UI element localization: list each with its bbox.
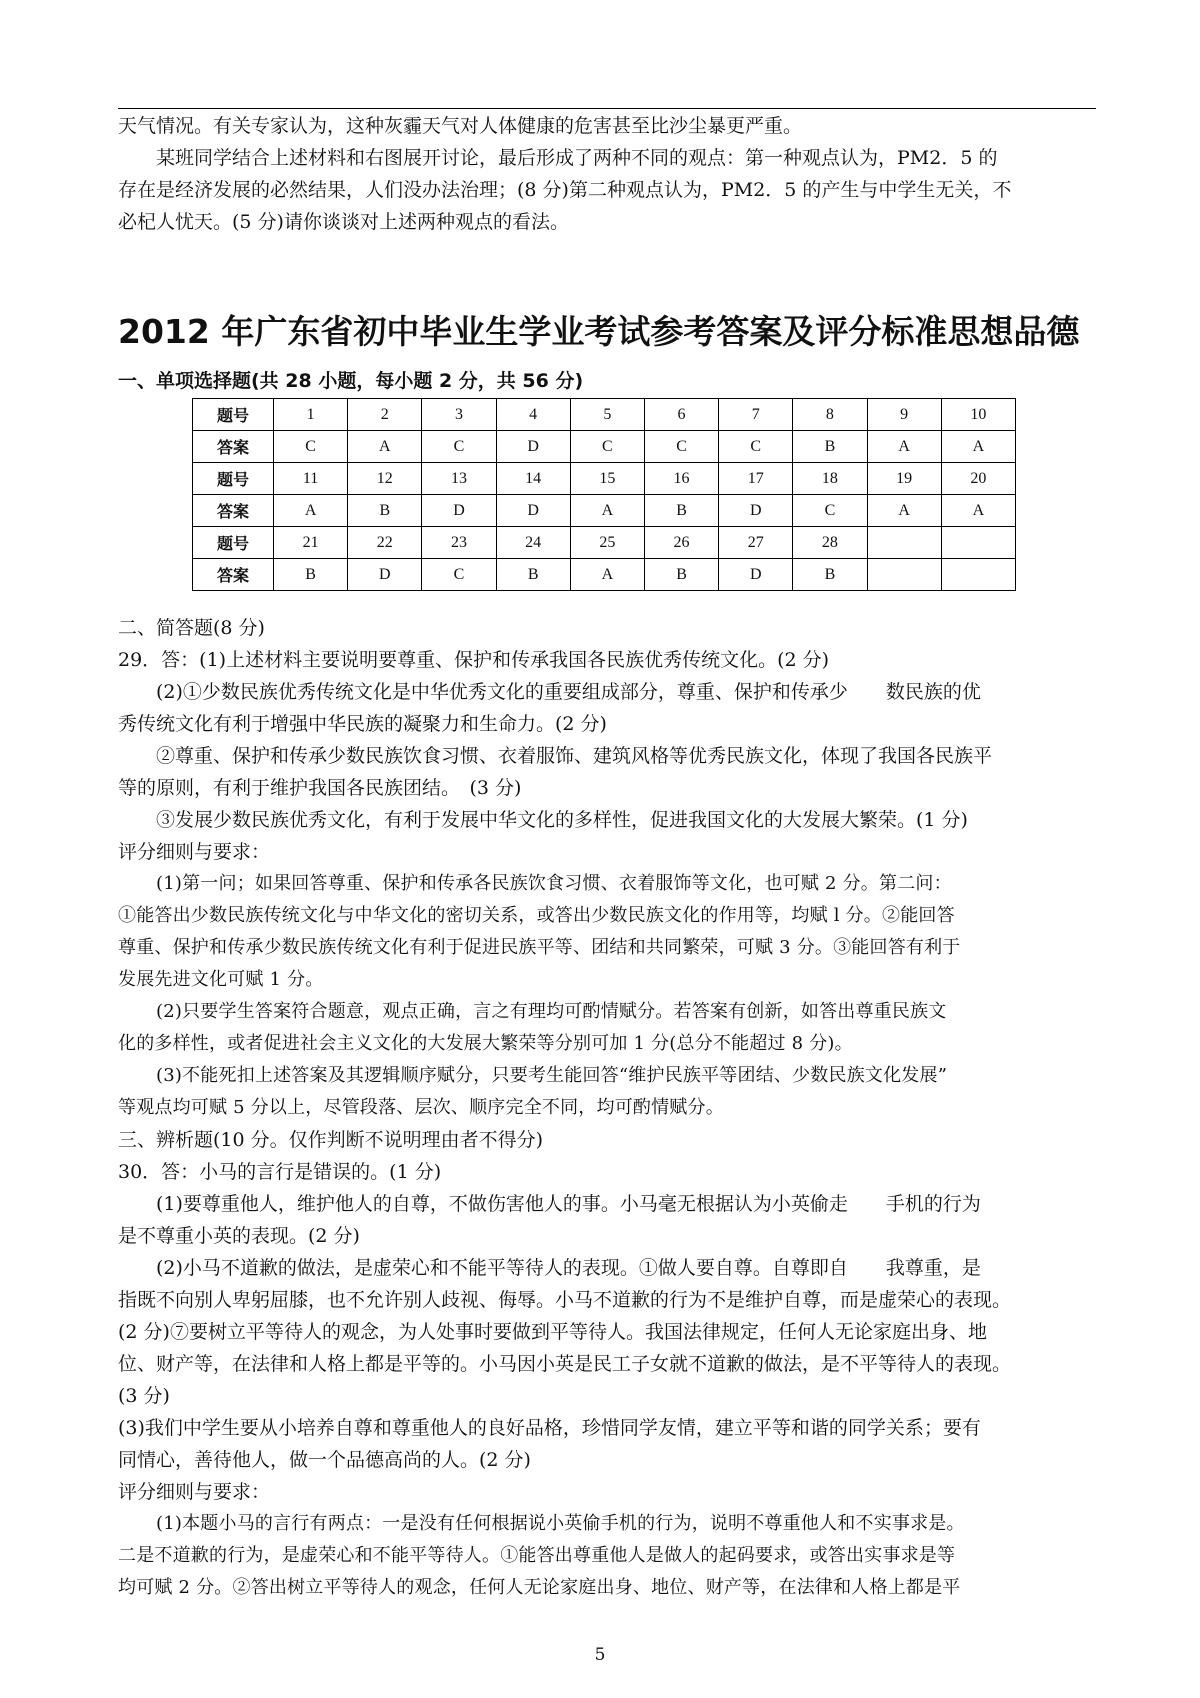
table-cell: 6 (644, 399, 718, 431)
answer-body (118, 612, 1094, 1604)
text-line: 30．答：小马的言行是错误的。(1 分) (118, 1161, 442, 1183)
text-line: 尊重、保护和传承少数民族传统文化有利于促进民族平等、团结和共同繁荣，可赋 3 分。③能回答有利于 (118, 937, 961, 958)
table-cell: B (793, 559, 867, 591)
table-cell: B (644, 495, 718, 527)
text-line: 评分细则与要求： (118, 841, 271, 863)
table-cell: D (719, 559, 793, 591)
table-cell: 21 (274, 527, 348, 559)
table-cell: A (941, 431, 1015, 463)
table-cell: 5 (570, 399, 644, 431)
text-line: 均可赋 2 分。②答出树立平等待人的观念，任何人无论家庭出身、地位、财产等，在法律和人格上都是平 (118, 1577, 961, 1598)
page-number: 5 (594, 1645, 606, 1665)
table-cell: 25 (570, 527, 644, 559)
table-cell: 2 (348, 399, 422, 431)
table-cell: B (496, 559, 570, 591)
table-row (193, 527, 1016, 559)
text-line: 是不尊重小英的表现。(2 分) (118, 1225, 360, 1247)
table-cell: 8 (793, 399, 867, 431)
table-cell: 15 (570, 463, 644, 495)
text-line: 发展先进文化可赋 1 分。 (118, 969, 324, 990)
table-cell: B (644, 559, 718, 591)
table-row (193, 431, 1016, 463)
table-cell: C (570, 431, 644, 463)
table-cell: C (422, 559, 496, 591)
table-cell: D (719, 495, 793, 527)
text-line: 评分细则与要求： (118, 1481, 271, 1503)
text-line: ③发展少数民族优秀文化，有利于发展中华文化的多样性，促进我国文化的大发展大繁荣。(1 分) (156, 809, 968, 831)
table-cell: 12 (348, 463, 422, 495)
table-cell: 22 (348, 527, 422, 559)
table-cell: A (348, 431, 422, 463)
text-line: 同情心，善待他人，做一个品德高尚的人。(2 分) (118, 1449, 531, 1471)
text-line: (2)小马不道歉的做法，是虚荣心和不能平等待人的表现。①做人要自尊。自尊即自 我尊重，是 (156, 1257, 981, 1279)
text-line: ②尊重、保护和传承少数民族饮食习惯、衣着服饰、建筑风格等优秀民族文化，体现了我国各民族平 (156, 745, 993, 767)
table-cell (867, 559, 941, 591)
table-cell: 27 (719, 527, 793, 559)
table-cell: 10 (941, 399, 1015, 431)
table-cell: C (644, 431, 718, 463)
table-cell: A (941, 495, 1015, 527)
answer-table (192, 398, 1016, 591)
table-cell (941, 527, 1015, 559)
table-cell: A (867, 431, 941, 463)
table-cell: A (274, 495, 348, 527)
table-cell: 19 (867, 463, 941, 495)
table-cell: C (719, 431, 793, 463)
table-cell: 20 (941, 463, 1015, 495)
table-row (193, 463, 1016, 495)
table-cell: 17 (719, 463, 793, 495)
text-line: 二是不道歉的行为，是虚荣心和不能平等待人。①能答出尊重他人是做人的起码要求，或答出实事求是等 (118, 1545, 956, 1566)
text-line: 等的原则，有利于维护我国各民族团结。 (3 分) (118, 777, 522, 799)
table-row-label: 题号 (193, 463, 274, 495)
intro-paragraph (118, 110, 1094, 238)
text-line: 等观点均可赋 5 分以上，尽管段落、层次、顺序完全不同，均可酌情赋分。 (118, 1097, 724, 1118)
table-cell: 28 (793, 527, 867, 559)
table-cell: A (570, 559, 644, 591)
table-cell: 23 (422, 527, 496, 559)
table-cell: C (793, 495, 867, 527)
table-row-label: 题号 (193, 399, 274, 431)
text-line: ①能答出少数民族传统文化与中华文化的密切关系，或答出少数民族文化的作用等，均赋 l 分。②能回答 (118, 905, 955, 926)
text-line: (3)不能死扣上述答案及其逻辑顺序赋分，只要考生能回答“维护民族平等团结、少数民族文化发展” (156, 1065, 948, 1086)
text-line: (1)本题小马的言行有两点：一是没有任何根据说小英偷手机的行为，说明不尊重他人和不实事求是。 (156, 1513, 965, 1534)
text-line: 必杞人忧天。(5 分)请你谈谈对上述两种观点的看法。 (118, 211, 569, 233)
text-line: 指既不向别人卑躬屈膝，也不允许别人歧视、侮辱。小马不道歉的行为不是维护自尊，而是虚荣心的表现。 (118, 1289, 1012, 1311)
text-line: (2)只要学生答案符合题意，观点正确，言之有理均可酌情赋分。若答案有创新，如答出尊重民族文 (156, 1001, 947, 1022)
text-line: (3 分) (118, 1385, 170, 1407)
section-heading: 二、简答题(8 分) (118, 617, 265, 639)
section-heading: 三、辨析题(10 分。仅作判断不说明理由者不得分) (118, 1129, 544, 1151)
table-cell (941, 559, 1015, 591)
table-cell: D (496, 495, 570, 527)
text-line: 天气情况。有关专家认为，这种灰霾天气对人体健康的危害甚至比沙尘暴更严重。 (118, 115, 803, 137)
table-cell: D (422, 495, 496, 527)
table-cell: 14 (496, 463, 570, 495)
table-cell: A (570, 495, 644, 527)
header-rule (118, 108, 1096, 109)
table-cell: 9 (867, 399, 941, 431)
table-row-label: 答案 (193, 559, 274, 591)
table-row-label: 题号 (193, 527, 274, 559)
table-cell: C (422, 431, 496, 463)
table-cell: B (274, 559, 348, 591)
table-cell: 24 (496, 527, 570, 559)
text-line: 化的多样性，或者促进社会主义文化的大发展大繁荣等分别可加 1 分(总分不能超过 8 分)。 (118, 1033, 853, 1054)
table-cell: 26 (644, 527, 718, 559)
table-row (193, 559, 1016, 591)
text-line: (1)第一问；如果回答尊重、保护和传承各民族饮食习惯、衣着服饰等文化，也可赋 2 分。第二问： (156, 873, 952, 894)
table-row-label: 答案 (193, 495, 274, 527)
table-cell (867, 527, 941, 559)
text-line: (3)我们中学生要从小培养自尊和尊重他人的良好品格，珍惜同学友情，建立平等和谐的同学关系；要有 (118, 1417, 981, 1439)
text-line: (2)①少数民族优秀传统文化是中华优秀文化的重要组成部分，尊重、保护和传承少 数民族的优 (156, 681, 981, 703)
section-heading: 一、单项选择题(共 28 小题，每小题 2 分，共 56 分) (118, 370, 584, 392)
table-row (193, 399, 1016, 431)
text-line: 秀传统文化有利于增强中华民族的凝聚力和生命力。(2 分) (118, 713, 607, 735)
text-line: 存在是经济发展的必然结果，人们没办法治理；(8 分)第二种观点认为，PM2．5 的产生与中学生无关，不 (118, 179, 1012, 201)
table-cell: 13 (422, 463, 496, 495)
table-cell: A (867, 495, 941, 527)
table-cell: 18 (793, 463, 867, 495)
table-cell: 11 (274, 463, 348, 495)
table-cell: 16 (644, 463, 718, 495)
text-line: 29．答：(1)上述材料主要说明要尊重、保护和传承我国各民族优秀传统文化。(2 分) (118, 649, 830, 671)
table-cell: B (348, 495, 422, 527)
text-line: 某班同学结合上述材料和右图展开讨论，最后形成了两种不同的观点：第一种观点认为，PM2．5 的 (156, 147, 998, 169)
text-line: (2 分)⑦要树立平等待人的观念，为人处事时要做到平等待人。我国法律规定，任何人无论家庭出身、地 (118, 1321, 987, 1343)
table-cell: B (793, 431, 867, 463)
table-cell: 4 (496, 399, 570, 431)
table-cell: 7 (719, 399, 793, 431)
table-cell: 1 (274, 399, 348, 431)
document-title: 2012 年广东省初中毕业生学业考试参考答案及评分标准思想品德 (118, 312, 1080, 351)
table-cell: D (496, 431, 570, 463)
table-cell: C (274, 431, 348, 463)
text-line: (1)要尊重他人，维护他人的自尊，不做伤害他人的事。小马毫无根据认为小英偷走 手机的行为 (156, 1193, 981, 1215)
table-row (193, 495, 1016, 527)
text-line: 位、财产等，在法律和人格上都是平等的。小马因小英是民工子女就不道歉的做法，是不平等待人的表现。 (118, 1353, 1012, 1375)
table-row-label: 答案 (193, 431, 274, 463)
table-cell: 3 (422, 399, 496, 431)
table-cell: D (348, 559, 422, 591)
